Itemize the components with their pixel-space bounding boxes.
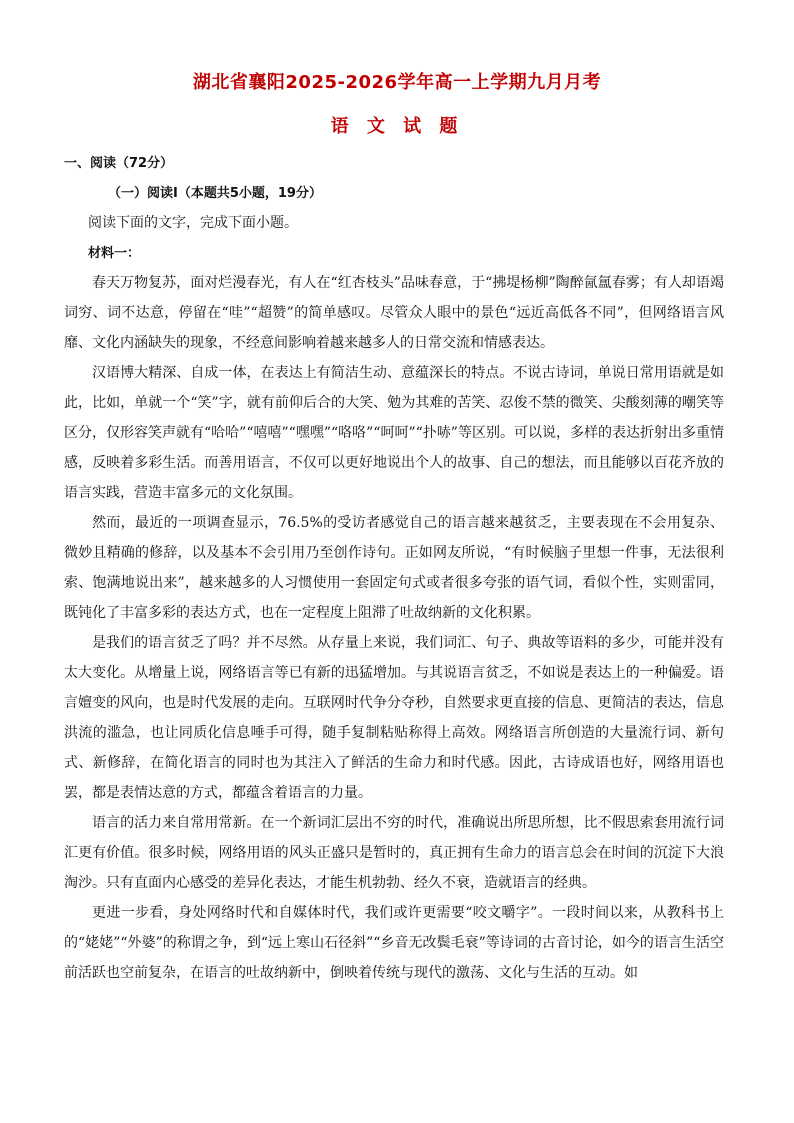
material-label: 材料一：	[88, 246, 141, 261]
paragraph: 春天万物复苏，面对烂漫春光，有人在“红杏枝头”品味春意，于“拂堤杨柳”陶醉氤氲春雾；有人却语竭词穷、词不达意，停留在“哇”“超赞”的简单感叹。尽管众人眼中的景色“远近高低各不同”，但网络语言风靡、文化内涵缺失的现象，不经意间影响着越来越多人的日常交流和情感表达。	[64, 275, 724, 351]
paragraph: 语言的活力来自常用常新。在一个新词汇层出不穷的时代，准确说出所思所想，比不假思索套用流行词汇更有价值。很多时候，网络用语的风头正盛只是暂时的，真正拥有生命力的语言总会在时间的沉淀下大浪淘沙。只有直面内心感受的差异化表达，才能生机勃勃、经久不衰，造就语言的经典。	[64, 815, 724, 891]
paragraph: 汉语博大精深、自成一体，在表达上有简洁生动、意蕴深长的特点。不说古诗词，单说日常用语就是如此，比如，单就一个“笑”字，就有前仰后合的大笑、勉为其难的苦笑、忍俊不禁的微笑、尖酸刻薄的嘲笑等区分，仅形容笑声就有“哈哈”“嘻嘻”“嘿嘿”“咯咯”“呵呵”“扑哧”等区别。可以说，多样的表达折射出多重情感，反映着多彩生活。而善用语言，不仅可以更好地说出个人的故事、自己的想法，而且能够以百花齐放的语言实践，营造丰富多元的文化氛围。	[64, 365, 724, 501]
subsection-heading: （一）阅读Ⅰ（本题共5小题，19分）	[108, 186, 322, 201]
section-heading: 一、阅读（72分）	[64, 156, 174, 171]
paragraph: 是我们的语言贫乏了吗？并不尽然。从存量上来说，我们词汇、句子、典故等语料的多少，可能并没有太大变化。从增量上说，网络语言等已有新的迅猛增加。与其说语言贫乏，不如说是表达上的一种偏爱。语言嬗变的风向，也是时代发展的走向。互联网时代争分夺秒，自然要求更直接的信息、更简洁的表达，信息洪流的滥急，也让同质化信息唾手可得，随手复制粘贴称得上高效。网络语言所创造的大量流行词、新句式、新修辞，在简化语言的同时也为其注入了鲜活的生命力和时代感。因此，古诗成语也好，网络用语也罢，都是表情达意的方式，都蕴含着语言的力量。	[64, 635, 724, 801]
reading-passage	[64, 268, 724, 988]
instruction-text: 阅读下面的文字，完成下面小题。	[88, 215, 298, 231]
paragraph: 更进一步看，身处网络时代和自媒体时代，我们或许更需要“咬文嚼字”。一段时间以来，从教科书上的“姥姥”“外婆”的称谓之争，到“远上寒山石径斜”“乡音无改鬓毛衰”等诗词的古音讨论，如今的语言生活空前活跃也空前复杂，在语言的吐故纳新中，倒映着传统与现代的激荡、文化与生活的互动。如	[64, 905, 724, 981]
exam-title: 湖北省襄阳2025-2026学年高一上学期九月月考	[192, 72, 602, 93]
paragraph: 然而，最近的一项调查显示，76.5%的受访者感觉自己的语言越来越贫乏，主要表现在不会用复杂、微妙且精确的修辞，以及基本不会引用乃至创作诗句。正如网友所说，“有时候脑子里想一件事，无法很利索、饱满地说出来”，越来越多的人习惯使用一套固定句式或者很多夸张的语气词，看似个性，实则雷同，既钝化了丰富多彩的表达方式，也在一定程度上阻滞了吐故纳新的文化积累。	[64, 515, 724, 621]
exam-subtitle: 语 文 试 题	[330, 116, 464, 137]
